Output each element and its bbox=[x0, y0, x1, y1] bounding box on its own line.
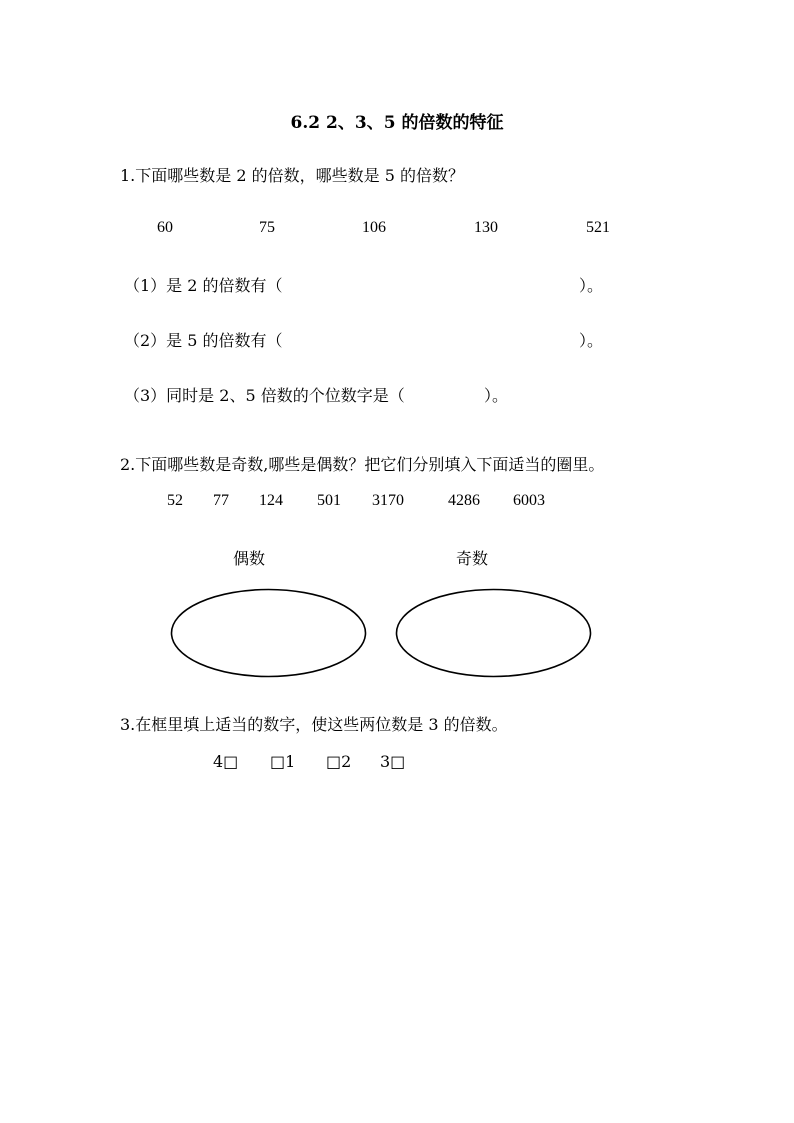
q2-number: 501 bbox=[317, 492, 341, 509]
q1-sub3-suffix: ）。 bbox=[484, 386, 509, 405]
odd-label: 奇数 bbox=[456, 549, 489, 568]
even-label: 偶数 bbox=[233, 549, 266, 568]
q3-item: 3□ bbox=[380, 752, 406, 771]
q1-sub3-prefix: （3）同时是 2、5 倍数的个位数字是（ bbox=[124, 386, 405, 405]
q1-number: 130 bbox=[474, 219, 498, 236]
q1-number: 60 bbox=[157, 219, 173, 236]
q3-item: 4□ bbox=[213, 752, 239, 771]
q1-sub1-suffix: ）。 bbox=[579, 276, 604, 295]
q2-number: 4286 bbox=[448, 492, 480, 509]
odd-ellipse bbox=[395, 588, 592, 678]
q1-sub2-prefix: （2）是 5 的倍数有（ bbox=[124, 331, 283, 350]
q2-number: 77 bbox=[213, 492, 229, 509]
q3-item: □2 bbox=[326, 752, 352, 771]
q2-number: 3170 bbox=[372, 492, 404, 509]
question-3-prompt: 3.在框里填上适当的数字，使这些两位数是 3 的倍数。 bbox=[120, 715, 508, 734]
q2-number: 6003 bbox=[513, 492, 545, 509]
q1-number: 521 bbox=[586, 219, 610, 236]
page-title: 6.2 2、3、5 的倍数的特征 bbox=[290, 113, 504, 133]
q3-item: □1 bbox=[270, 752, 296, 771]
q1-sub2-suffix: ）。 bbox=[579, 331, 604, 350]
q2-number: 124 bbox=[259, 492, 283, 509]
question-2-prompt: 2.下面哪些数是奇数,哪些是偶数？把它们分别填入下面适当的圈里。 bbox=[120, 455, 605, 474]
q1-number: 75 bbox=[259, 219, 275, 236]
question-1-prompt: 1.下面哪些数是 2 的倍数，哪些数是 5 的倍数？ bbox=[120, 166, 464, 185]
q1-sub1-prefix: （1）是 2 的倍数有（ bbox=[124, 276, 283, 295]
q1-number: 106 bbox=[362, 219, 386, 236]
even-ellipse bbox=[170, 588, 367, 678]
q2-number: 52 bbox=[167, 492, 183, 509]
